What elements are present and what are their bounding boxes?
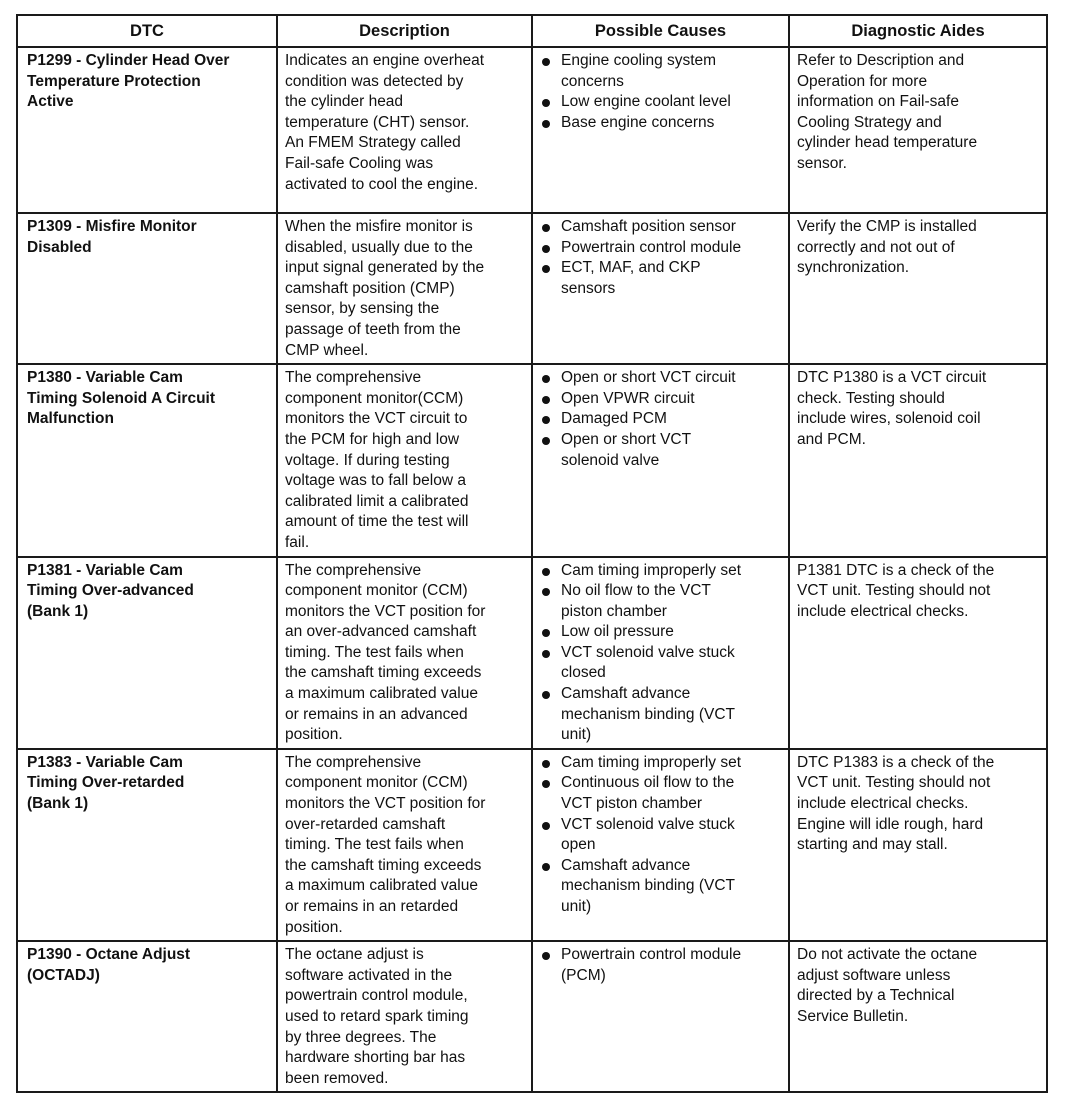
description-line: disabled, usually due to the [285,238,473,256]
cause-line: Camshaft advance [561,856,691,874]
table-row [17,213,1047,364]
cause-line: Damaged PCM [561,410,667,428]
description-text [278,750,531,940]
description-line: a maximum calibrated value [285,877,478,895]
description-line: been removed. [285,1069,389,1087]
cause-line: solenoid valve [561,451,660,469]
description-text [278,942,531,1091]
cause-line: Powertrain control module [561,946,742,964]
cause-line: Cam timing improperly set [561,753,742,771]
cause-line: Low oil pressure [561,623,674,641]
dtc-code-line: Timing Over-advanced [27,582,194,600]
cause-item [541,856,784,918]
table-row [17,557,1047,749]
aide-line: check. Testing should [797,389,945,407]
cause-item [541,92,784,113]
description-line: camshaft position (CMP) [285,279,455,297]
dtc-table [16,14,1048,1093]
cause-item [541,773,784,814]
aide-line: DTC P1380 is a VCT circuit [797,369,987,387]
bullet-icon [542,822,550,830]
causes-list [533,942,788,988]
header-diagnostic-aides: Diagnostic Aides [789,15,1047,47]
cause-item [541,430,784,471]
cause-item [541,753,784,774]
cause-line: closed [561,664,606,682]
table-row [17,364,1047,556]
cause-line: Camshaft position sensor [561,218,736,235]
cause-item [541,561,784,582]
bullet-icon [542,99,550,107]
cause-item [541,581,784,622]
possible-causes-cell [532,47,789,213]
aide-line: include wires, solenoid coil [797,410,981,428]
aide-line: adjust software unless [797,966,951,984]
aide-line: sensor. [797,154,847,172]
description-line: calibrated limit a calibrated [285,492,469,510]
description-line: When the misfire monitor is [285,218,473,235]
cause-item [541,51,784,92]
bullet-icon [542,568,550,576]
cause-item [541,409,784,430]
aide-line: correctly and not out of [797,238,955,256]
dtc-code-line: Timing Solenoid A Circuit [27,389,216,407]
causes-list [533,558,788,748]
description-text [278,558,531,748]
dtc-code [18,214,276,260]
aide-line: Refer to Description and [797,52,965,69]
dtc-code [18,48,276,115]
causes-list [533,214,788,301]
possible-causes-cell [532,941,789,1092]
cause-line: (PCM) [561,966,606,984]
diagnostic-aide-text [790,48,1046,177]
description-line: An FMEM Strategy called [285,134,461,152]
table-row [17,749,1047,941]
table-row [17,47,1047,213]
description-text [278,48,531,197]
description-line: passage of teeth from the [285,320,461,338]
description-line: input signal generated by the [285,259,485,277]
cause-line: mechanism binding (VCT [561,705,736,723]
description-line: fail. [285,533,310,551]
description-line: timing. The test fails when [285,643,464,661]
cause-line: Base engine concerns [561,113,715,131]
causes-list [533,750,788,920]
dtc-code-line: P1381 - Variable Cam [27,561,183,579]
bullet-icon [542,629,550,637]
dtc-code [18,942,276,988]
cause-line: Open or short VCT circuit [561,369,736,387]
description-line: hardware shorting bar has [285,1049,466,1067]
aide-line: Cooling Strategy and [797,113,942,131]
cause-item [541,217,784,238]
cause-line: Open or short VCT [561,430,692,448]
description-line: an over-advanced camshaft [285,623,477,641]
description-line: by three degrees. The [285,1028,437,1046]
description-text [278,365,531,555]
possible-causes-cell [532,749,789,941]
possible-causes-cell [532,364,789,556]
dtc-cell [17,557,277,749]
diagnostic-aide-text [790,365,1046,452]
bullet-icon [542,396,550,404]
header-possible-causes: Possible Causes [532,15,789,47]
cause-line: unit) [561,898,592,915]
description-cell [277,557,532,749]
causes-list [533,365,788,473]
description-line: Fail-safe Cooling was [285,154,434,172]
aide-line: synchronization. [797,259,910,277]
cause-line: Engine cooling system [561,52,717,69]
description-line: monitors the VCT position for [285,795,486,813]
description-line: the PCM for high and low [285,430,460,448]
description-cell [277,213,532,364]
aide-line: Verify the CMP is installed [797,218,977,235]
description-line: The comprehensive [285,561,422,579]
cause-line: Camshaft advance [561,685,691,703]
description-cell [277,364,532,556]
cause-line: Continuous oil flow to the [561,774,735,792]
aide-line: starting and may stall. [797,836,948,854]
table-row [17,941,1047,1092]
description-line: the camshaft timing exceeds [285,664,482,682]
description-line: voltage. If during testing [285,451,450,469]
description-line: temperature (CHT) sensor. [285,113,470,131]
bullet-icon [542,416,550,424]
diagnostic-aides-cell [789,557,1047,749]
aide-line: include electrical checks. [797,795,969,813]
cause-line: Cam timing improperly set [561,561,742,579]
description-line: the camshaft timing exceeds [285,856,482,874]
cause-line: No oil flow to the VCT [561,582,711,600]
diagnostic-aides-cell [789,749,1047,941]
aide-line: and PCM. [797,430,866,448]
header-dtc: DTC [17,15,277,47]
dtc-code-line: P1309 - Misfire Monitor [27,218,197,235]
description-line: CMP wheel. [285,341,369,359]
description-line: sensor, by sensing the [285,300,440,318]
dtc-code-line: Malfunction [27,410,114,428]
aide-line: Operation for more [797,72,928,90]
description-line: used to retard spark timing [285,1007,469,1025]
aide-line: cylinder head temperature [797,134,978,152]
bullet-icon [542,375,550,383]
diagnostic-aide-text [790,750,1046,858]
bullet-icon [542,265,550,273]
dtc-code-line: Disabled [27,238,92,256]
dtc-code [18,558,276,625]
description-line: the cylinder head [285,93,404,111]
bullet-icon [542,691,550,699]
cause-item [541,258,784,299]
cause-line: mechanism binding (VCT [561,877,736,895]
description-line: The octane adjust is [285,946,424,964]
cause-line: Open VPWR circuit [561,389,695,407]
cause-item [541,389,784,410]
dtc-code-line: Active [27,93,74,111]
description-line: or remains in an retarded [285,898,459,915]
description-line: voltage was to fall below a [285,472,466,490]
cause-item [541,815,784,856]
cause-line: VCT piston chamber [561,795,702,813]
cause-line: ECT, MAF, and CKP [561,259,701,277]
description-line: software activated in the [285,966,453,984]
dtc-code-line: P1299 - Cylinder Head Over [27,52,230,69]
diagnostic-aides-cell [789,364,1047,556]
dtc-cell [17,749,277,941]
bullet-icon [542,760,550,768]
diagnostic-aides-cell [789,213,1047,364]
cause-line: piston chamber [561,602,667,620]
cause-line: concerns [561,72,624,90]
bullet-icon [542,58,550,66]
description-cell [277,47,532,213]
description-line: monitors the VCT position for [285,602,486,620]
dtc-code-line: (OCTADJ) [27,966,100,984]
cause-item [541,945,784,986]
dtc-code [18,750,276,817]
dtc-code [18,365,276,432]
possible-causes-cell [532,557,789,749]
diagnostic-aide-text [790,214,1046,281]
description-line: a maximum calibrated value [285,685,478,703]
description-line: over-retarded camshaft [285,815,446,833]
bullet-icon [542,245,550,253]
description-line: The comprehensive [285,369,422,387]
bullet-icon [542,437,550,445]
bullet-icon [542,588,550,596]
dtc-code-line: Timing Over-retarded [27,774,185,792]
diagnostic-aides-cell [789,47,1047,213]
description-line: component monitor(CCM) [285,389,464,407]
dtc-cell [17,47,277,213]
dtc-code-line: P1383 - Variable Cam [27,753,183,771]
diagnostic-aide-text [790,558,1046,625]
aide-line: DTC P1383 is a check of the [797,753,995,771]
cause-line: Powertrain control module [561,238,742,256]
cause-item [541,684,784,746]
dtc-code-line: (Bank 1) [27,602,89,620]
bullet-icon [542,120,550,128]
bullet-icon [542,650,550,658]
dtc-code-line: Temperature Protection [27,72,201,90]
header-description: Description [277,15,532,47]
description-line: or remains in an advanced [285,705,468,723]
dtc-cell [17,941,277,1092]
cause-line: VCT solenoid valve stuck [561,815,735,833]
possible-causes-cell [532,213,789,364]
description-line: component monitor (CCM) [285,582,468,600]
description-line: position. [285,918,343,936]
dtc-code-line: (Bank 1) [27,795,89,813]
cause-line: sensors [561,279,616,297]
description-line: monitors the VCT circuit to [285,410,468,428]
dtc-code-line: P1380 - Variable Cam [27,369,183,387]
cause-line: unit) [561,726,592,744]
description-line: The comprehensive [285,753,422,771]
aide-line: directed by a Technical [797,987,955,1005]
cause-item [541,622,784,643]
aide-line: VCT unit. Testing should not [797,774,991,792]
header-row [17,15,1047,47]
aide-line: include electrical checks. [797,602,969,620]
description-line: position. [285,726,343,744]
description-line: amount of time the test will [285,513,469,531]
causes-list [533,48,788,135]
aide-line: P1381 DTC is a check of the [797,561,995,579]
description-line: timing. The test fails when [285,836,464,854]
cause-item [541,368,784,389]
aide-line: Engine will idle rough, hard [797,815,984,833]
description-line: powertrain control module, [285,987,468,1005]
bullet-icon [542,863,550,871]
diagnostic-aide-text [790,942,1046,1029]
bullet-icon [542,224,550,232]
bullet-icon [542,952,550,960]
cause-line: VCT solenoid valve stuck [561,643,735,661]
aide-line: VCT unit. Testing should not [797,582,991,600]
cause-item [541,113,784,134]
description-line: Indicates an engine overheat [285,52,485,69]
cause-line: Low engine coolant level [561,93,731,111]
description-line: activated to cool the engine. [285,175,479,193]
bullet-icon [542,780,550,788]
dtc-cell [17,213,277,364]
aide-line: information on Fail-safe [797,93,959,111]
description-cell [277,749,532,941]
description-line: component monitor (CCM) [285,774,468,792]
diagnostic-aides-cell [789,941,1047,1092]
cause-item [541,643,784,684]
dtc-cell [17,364,277,556]
description-cell [277,941,532,1092]
description-text [278,214,531,363]
aide-line: Do not activate the octane [797,946,978,964]
cause-line: open [561,836,596,854]
aide-line: Service Bulletin. [797,1007,909,1025]
cause-item [541,238,784,259]
description-line: condition was detected by [285,72,464,90]
dtc-code-line: P1390 - Octane Adjust [27,946,191,964]
